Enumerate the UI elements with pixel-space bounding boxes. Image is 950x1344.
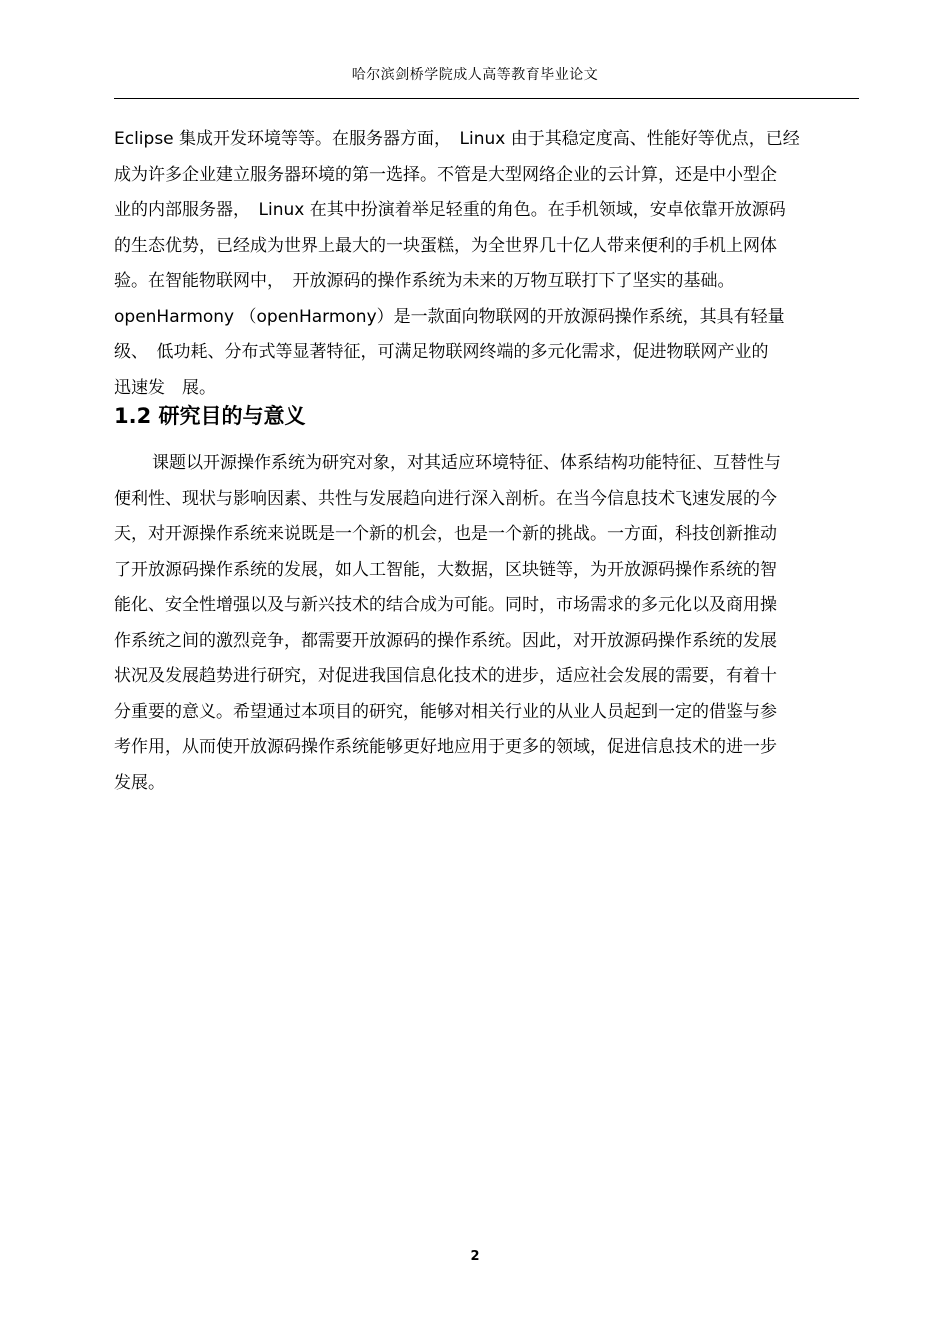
paragraph-line: 成为许多企业建立服务器环境的第一选择。不管是大型网络企业的云计算，还是中小型企: [114, 164, 777, 185]
paragraph-line: 课题以开源操作系统为研究对象，对其适应环境特征、体系结构功能特征、互替性与: [152, 453, 781, 473]
paragraph-line: 业的内部服务器， Linux 在其中扮演着举足轻重的角色。在手机领域，安卓依靠开放源码: [114, 200, 786, 220]
header-divider: [114, 98, 859, 99]
running-header: 哈尔滨剑桥学院成人高等教育毕业论文: [351, 67, 599, 83]
paragraph-line: 便利性、现状与影响因素、共性与发展趋向进行深入剖析。在当今信息技术飞速发展的今: [114, 488, 777, 509]
paragraph-line: Eclipse 集成开发环境等等。在服务器方面， Linux 由于其稳定度高、性能好等优点，已经: [114, 129, 800, 149]
page-number: 2: [470, 1249, 480, 1264]
paragraph-line: 级、 低功耗、分布式等显著特征，可满足物联网终端的多元化需求，促进物联网产业的: [114, 342, 769, 362]
paragraph-line: 考作用，从而使开放源码操作系统能够更好地应用于更多的领域，促进信息技术的进一步: [114, 737, 777, 757]
paragraph-line: 作系统之间的激烈竞争，都需要开放源码的操作系统。因此，对开放源码操作系统的发展: [114, 630, 777, 651]
paragraph-line: 能化、安全性增强以及与新兴技术的结合成为可能。同时，市场需求的多元化以及商用操: [114, 595, 777, 615]
paragraph-line: 的生态优势，已经成为世界上最大的一块蛋糕，为全世界几十亿人带来便利的手机上网体: [114, 235, 777, 256]
paragraph-line: 发展。: [114, 772, 165, 793]
paragraph-line: openHarmony （openHarmony）是一款面向物联网的开放源码操作系统，其具有轻量: [114, 306, 785, 327]
paragraph-line: 迅速发 展。: [114, 377, 216, 398]
paragraph-line: 了开放源码操作系统的发展，如人工智能，大数据，区块链等，为开放源码操作系统的智: [114, 559, 777, 580]
paragraph-intro-continued: [114, 122, 859, 406]
section-heading: 1.2 研究目的与意义: [114, 404, 306, 428]
paragraph-line: 验。在智能物联网中， 开放源码的操作系统为未来的万物互联打下了坚实的基础。: [114, 271, 735, 291]
paragraph-research-purpose: [114, 446, 859, 801]
paragraph-line: 分重要的意义。希望通过本项目的研究，能够对相关行业的从业人员起到一定的借鉴与参: [114, 701, 777, 722]
paragraph-line: 天，对开源操作系统来说既是一个新的机会，也是一个新的挑战。一方面，科技创新推动: [114, 524, 777, 544]
paragraph-line: 状况及发展趋势进行研究，对促进我国信息化技术的进步，适应社会发展的需要，有着十: [114, 666, 777, 686]
